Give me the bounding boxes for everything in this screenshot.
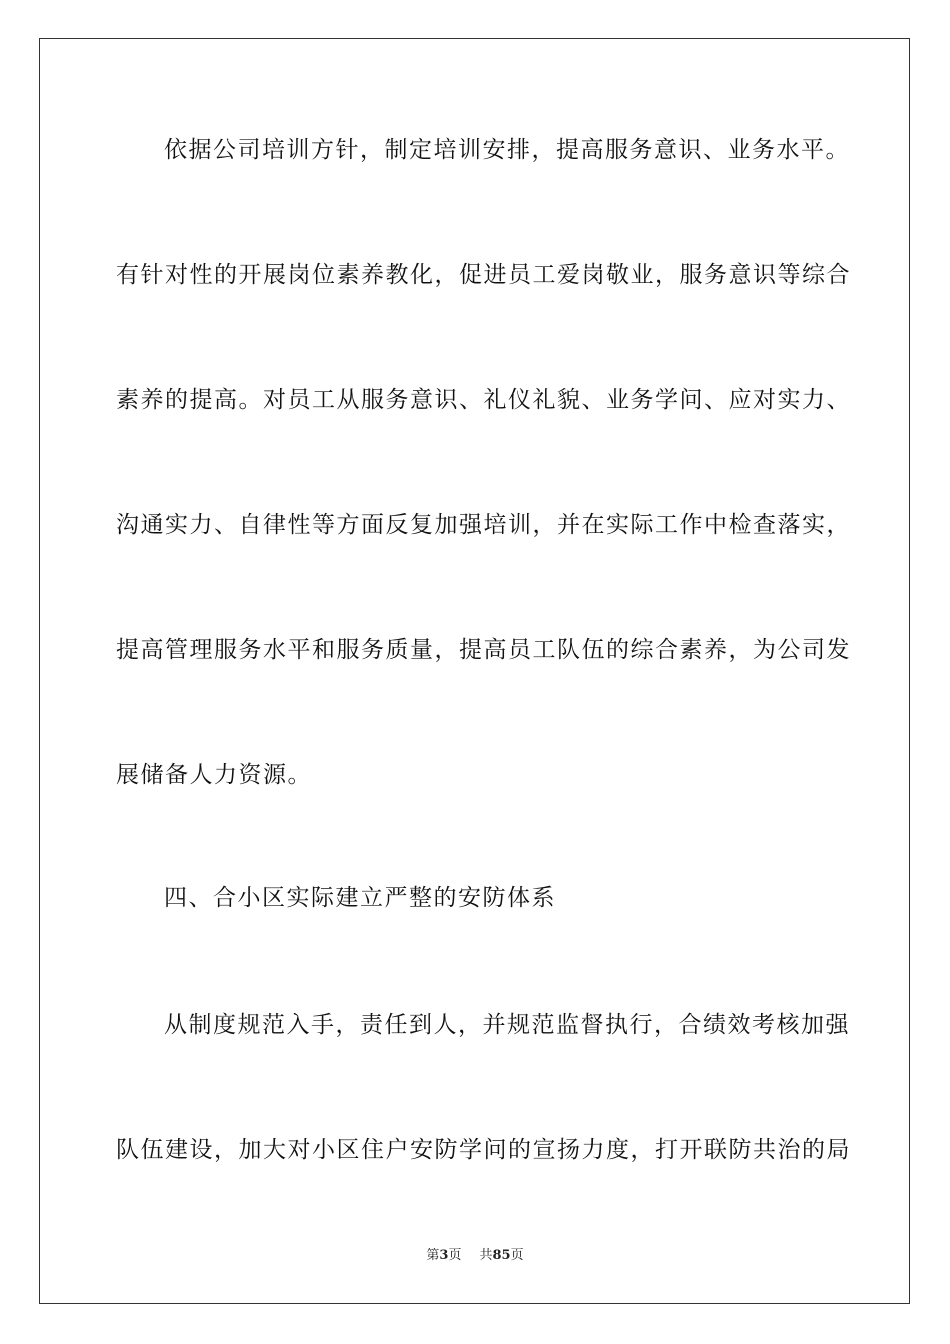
section-heading: 四、合小区实际建立严整的安防体系 — [164, 885, 556, 911]
paragraph-line-4: 沟通实力、自律性等方面反复加强培训，并在实际工作中检查落实， — [116, 512, 851, 538]
paragraph-line-8: 队伍建设，加大对小区住户安防学问的宣扬力度，打开联防共治的局 — [116, 1137, 851, 1163]
footer-total-suffix: 页 — [510, 1248, 524, 1263]
footer-page-number: 3 — [439, 1248, 449, 1263]
paragraph-line-5: 提高管理服务水平和服务质量，提高员工队伍的综合素养，为公司发 — [116, 637, 851, 663]
paragraph-line-6: 展储备人力资源。 — [116, 762, 312, 788]
paragraph-line-2: 有针对性的开展岗位素养教化，促进员工爱岗敬业，服务意识等综合 — [116, 262, 851, 288]
paragraph-line-1: 依据公司培训方针，制定培训安排，提高服务意识、业务水平。 — [164, 137, 850, 163]
footer-page-suffix: 页 — [448, 1248, 462, 1263]
footer-total-prefix: 共 — [479, 1248, 493, 1263]
footer-total-pages: 85 — [492, 1248, 511, 1263]
paragraph-line-7: 从制度规范入手，责任到人，并规范监督执行，合绩效考核加强 — [164, 1012, 850, 1038]
footer-page-prefix: 第 — [426, 1248, 440, 1263]
paragraph-line-3: 素养的提高。对员工从服务意识、礼仪礼貌、业务学问、应对实力、 — [116, 387, 851, 413]
page-footer — [0, 1247, 950, 1265]
page-border — [39, 38, 910, 1304]
